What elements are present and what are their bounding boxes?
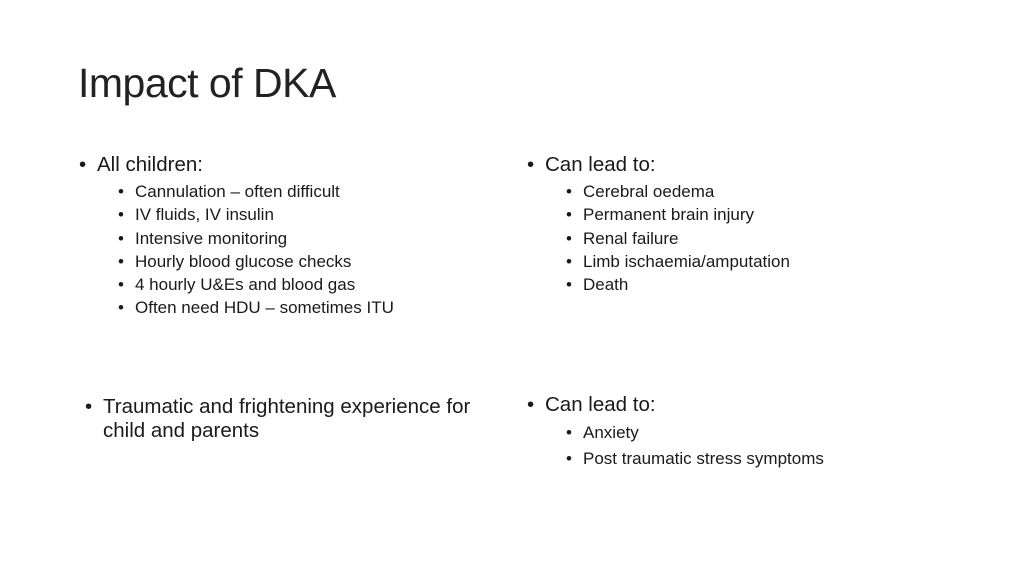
- all-children-list: [78, 153, 394, 320]
- experience-bullet: • Traumatic and frightening experience for child and parents: [84, 395, 504, 443]
- list-item: • Anxiety: [565, 420, 824, 446]
- psychological-outcomes-bullet: [526, 393, 824, 472]
- physical-outcomes-list: [526, 153, 790, 296]
- list-item: • IV fluids, IV insulin: [117, 203, 394, 226]
- list-item: • Intensive monitoring: [117, 227, 394, 250]
- list-item: • Cerebral oedema: [565, 180, 790, 203]
- list-item: • Often need HDU – sometimes ITU: [117, 296, 394, 319]
- all-children-sublist: [97, 180, 394, 320]
- slide-title: Impact of DKA: [78, 60, 336, 106]
- list-item: • Hourly blood glucose checks: [117, 250, 394, 273]
- list-item: • Limb ischaemia/amputation: [565, 250, 790, 273]
- psychological-outcomes-list: [526, 393, 824, 472]
- psychological-outcomes-heading: Can lead to:: [545, 393, 656, 416]
- list-item: • Post traumatic stress symptoms: [565, 446, 824, 472]
- physical-outcomes-heading: Can lead to:: [545, 153, 656, 176]
- psychological-outcomes-sublist: [545, 420, 824, 472]
- physical-outcomes-bullet: [526, 153, 790, 296]
- list-item: • Permanent brain injury: [565, 203, 790, 226]
- experience-list: [84, 395, 504, 443]
- all-children-heading: All children:: [97, 153, 203, 176]
- list-item: • Renal failure: [565, 227, 790, 250]
- list-item: • Death: [565, 273, 790, 296]
- all-children-bullet: [78, 153, 394, 320]
- list-item: • Cannulation – often difficult: [117, 180, 394, 203]
- physical-outcomes-sublist: [545, 180, 790, 296]
- list-item: • 4 hourly U&Es and blood gas: [117, 273, 394, 296]
